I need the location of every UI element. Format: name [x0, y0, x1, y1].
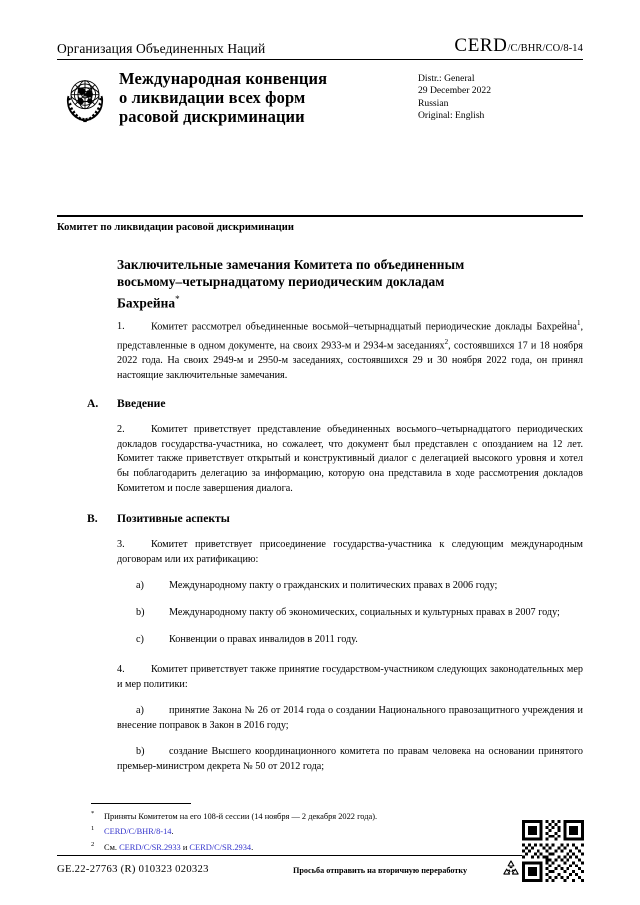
footnote-ref-1[interactable]: 1	[576, 319, 581, 327]
footnote-2	[91, 839, 561, 853]
distribution-original: Original: English	[418, 110, 485, 122]
footnote-1-link[interactable]: CERD/C/BHR/8-14	[104, 827, 172, 837]
footnote-2-prefix: См.	[104, 842, 120, 852]
title-footnote-marker: *	[175, 293, 180, 304]
convention-title-line-3: расовой дискриминации	[119, 107, 305, 126]
paragraph-4-item-a-label: a)	[136, 705, 144, 717]
convention-title-block	[57, 68, 583, 126]
un-emblem	[57, 70, 113, 126]
organization-name: Организация Объединенных Наций	[57, 40, 266, 56]
paragraph-3-item-c-label: c)	[136, 633, 144, 645]
paragraph-3-item-b-text: Международному пакту об экономических, социальных и культурных правах в 2007 году;	[169, 606, 560, 618]
convention-title-line-1: Международная конвенция	[119, 69, 328, 88]
paragraph-3-item-a-text: Международному пакту о гражданских и политических правах в 2006 году;	[169, 580, 498, 592]
paragraph-1-text-part3: , состоявшихся 17 и 18 ноября 2022 года. На своих 2949-м и 2950-м заседаниях, состоявшихся 29 и 30 ноября 2022 года, он принял настоящие заключительные замечания.	[117, 340, 583, 381]
distribution-date: 29 December 2022	[418, 85, 491, 97]
paragraph-4-item-b-label: b)	[136, 746, 145, 758]
convention-title-line-2: о ликвидации всех форм	[119, 88, 306, 107]
header-rule-top	[57, 59, 583, 60]
footnote-2-marker: 2	[91, 840, 95, 848]
paragraph-1-number: 1.	[117, 321, 125, 333]
paragraph-3-number: 3.	[117, 539, 125, 551]
footnotes	[91, 808, 561, 854]
document-symbol	[454, 36, 583, 56]
paragraph-3-item-c-text: Конвенции о правах инвалидов в 2011 году.	[169, 633, 358, 645]
footnote-star	[91, 808, 561, 822]
paragraph-2-text: Комитет приветствует представление объединенных восьмого–четырнадцатого периодических докладов государства-участника, но сожалеет, что документ был представлен с опозданием на 12 лет. Комитет также приветствует открытый и конструктивный диалог с делегацией высокого уровня и хотел бы поблагодарить делегацию за информацию, которую она представила в ходе рассмотрения докладов Комитетом и после завершения диалога.	[117, 424, 583, 494]
paragraph-4-item-b-text: создание Высшего координационного комитета по правам человека на основании принятого премьер-министром декрета № 50 от 2012 года;	[117, 746, 583, 773]
section-a	[87, 397, 583, 496]
footnote-star-marker: *	[91, 810, 95, 817]
section-a-title: Введение	[117, 397, 166, 411]
paragraph-1	[117, 316, 583, 383]
footnote-1	[91, 823, 561, 837]
footnote-separator	[91, 803, 191, 804]
convention-title	[119, 68, 410, 126]
paragraph-3-item-b-label: b)	[136, 606, 145, 618]
footnote-2-conjunction: и	[180, 842, 190, 852]
section-b-title: Позитивные аспекты	[117, 512, 230, 526]
footnote-2-link-2[interactable]: CERD/C/SR.2934	[189, 842, 252, 852]
distribution-block	[418, 68, 583, 123]
paragraph-2-number: 2.	[117, 424, 125, 436]
paragraph-3-item-c	[117, 633, 583, 648]
masthead	[57, 36, 583, 56]
footnote-star-text: Приняты Комитетом на его 108-й сессии (14 ноября — 2 декабря 2022 года).	[104, 811, 378, 821]
paragraph-1-text-part1: Комитет рассмотрел объединенные восьмой–четырнадцатый периодические доклады Бахрейна	[151, 321, 577, 333]
section-a-letter: A.	[87, 397, 99, 411]
header-rule-bottom	[57, 215, 583, 217]
page-title-line-3	[117, 291, 527, 312]
paragraph-4	[117, 663, 583, 692]
paragraph-4-text: Комитет приветствует также принятие государством-участником следующих законодательных мер и мер политики:	[117, 664, 583, 690]
page-title-line-1: Заключительные замечания Комитета по объединенным	[117, 257, 465, 272]
paragraph-3-item-a	[117, 579, 583, 594]
section-b-heading	[87, 512, 583, 526]
paragraph-2	[117, 423, 583, 496]
paragraph-4-item-a-text: принятие Закона № 26 от 2014 года о создании Национального правозащитного учреждения и внесение поправок в Закон в 2016 году;	[117, 705, 583, 731]
qr-code	[522, 820, 584, 882]
committee-name: Комитет по ликвидации расовой дискриминации	[57, 222, 294, 233]
footer-rule	[57, 855, 583, 856]
footnote-2-period: .	[251, 842, 254, 852]
page-title-subject: Бахрейна	[117, 295, 176, 311]
page-title	[117, 256, 527, 312]
distribution-type: Distr.: General	[418, 73, 475, 84]
paragraph-3-item-a-label: a)	[136, 580, 144, 592]
paragraph-3-text: Комитет приветствует присоединение государства-участника к следующим международным договорам или их ратификацию:	[117, 539, 583, 565]
symbol-series: CERD	[454, 35, 508, 56]
footnote-ref-2[interactable]: 2	[444, 337, 449, 346]
footnote-2-link-1[interactable]: CERD/C/SR.2933	[119, 842, 181, 852]
job-number: GE.22-27763 (R) 010323 020323	[57, 864, 209, 875]
section-b	[87, 512, 583, 775]
paragraph-3-item-b	[117, 606, 583, 621]
document-body	[87, 316, 583, 787]
paragraph-1-text-part2: , представленные в одном документе, на своих 2933-м и 2934-м заседаниях	[117, 321, 583, 352]
footnote-1-marker: 1	[91, 825, 95, 833]
paragraph-4-item-b	[117, 745, 583, 774]
recycle-text: Просьба отправить на вторичную переработку	[293, 866, 468, 875]
symbol-suffix: /C/BHR/CO/8-14	[507, 43, 583, 54]
section-a-heading	[87, 397, 583, 411]
section-b-letter: B.	[87, 512, 98, 526]
paragraph-3	[117, 538, 583, 567]
paragraph-4-item-a	[117, 704, 583, 733]
page-title-line-2: восьмому–четырнадцатому периодическим докладам	[117, 274, 445, 290]
distribution-language: Russian	[418, 97, 449, 109]
footnote-1-period: .	[171, 827, 174, 837]
recycling-icon	[500, 858, 522, 880]
paragraph-4-number: 4.	[117, 664, 125, 676]
